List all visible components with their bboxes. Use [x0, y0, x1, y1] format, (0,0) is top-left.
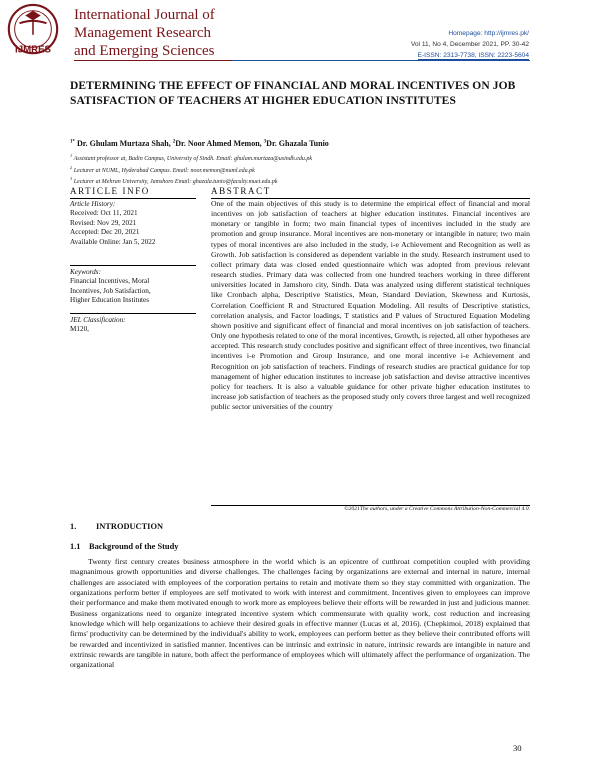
page-number: 30 — [513, 743, 522, 753]
author-number: 1* — [70, 139, 75, 145]
keywords — [70, 265, 196, 306]
journal-logo — [4, 2, 62, 60]
journal-underline — [74, 60, 232, 61]
article-info-heading: ARTICLE INFO — [70, 186, 196, 199]
keywords-line: Higher Education Institutes — [70, 296, 150, 305]
author-name: Dr. Ghazala Tunio — [266, 139, 329, 148]
history-item: Received: Oct 11, 2021 — [70, 209, 138, 218]
author-number: 2 — [172, 139, 176, 145]
author-name: Dr. Noor Ahmed Memon, — [175, 139, 262, 148]
subsection-number: 1.1 — [70, 542, 81, 551]
journal-name-line: International Journal of — [74, 7, 215, 23]
volume-info: Vol 11, No 4, December 2021, PP. 30-42 — [410, 41, 529, 48]
homepage-link[interactable]: Homepage: http://ijmres.pk/ — [448, 30, 529, 37]
journal-meta — [411, 28, 529, 61]
article-history — [70, 200, 200, 247]
section-title: INTRODUCTION — [96, 522, 164, 531]
keywords-line: Incentives, Job Satisfaction, — [70, 286, 151, 295]
history-item: Accepted: Dec 20, 2021 — [70, 228, 140, 237]
affiliation-text: Lecturer at NUML, Hyderabad Campus. Email: noor.memon@numl.edu.pk — [73, 167, 255, 174]
svg-text:IJMRES: IJMRES — [15, 44, 51, 56]
keywords-line: Financial Incentives, Moral — [70, 277, 150, 286]
subsection-heading — [70, 542, 178, 551]
affiliation-number: 1 — [70, 153, 73, 158]
journal-name-line: Management Research — [74, 25, 212, 41]
jel-value: M120, — [70, 325, 89, 334]
section-heading — [70, 522, 163, 531]
journal-name — [74, 6, 215, 60]
abstract-text: One of the main objectives of this study is to determine the empirical effect of financial and moral incentives on job satisfaction of teachers at higher education institutes. Financial incentives are monetary or tangible in form; two main financial types of incentives included in the study are promotion and group insurance. Moral incentives are non-monetary or intangible in nature; two main types of moral incentives are also included in the study, i-e Achievement and Recognition as well as Growth. Job satisfaction is considered as dependent variable in the study. Research instrument used to collect primary data was closed ended questionnaire which was adopted from previous relevant research studies. Primary data was collected from one hundred teachers working in three different universities located in Jamshoro city, Sindh. Data was analyzed using different statistical techniques like Cronbach alpha, Descriptive Statistics, Mean, Standard Deviation, Skewness and Kurtosis, Correlation Coefficient R and Structured Equation Modeling. All results of Descriptive statistics, correlation analysis, and Factor loadings, T statistics and P values of Structured Equation Modeling shown positive and significant effect of financial and moral incentives on job satisfaction of teachers. Only one hypothesis related to one of the moral incentives, Growth, is rejected, all other hypotheses are accepted. This research study concludes positive and significant effect of three incentives, two financial incentives i-e Promotion and Group Insurance, and one moral incentive i-e Achievement and Recognition on job satisfaction of teachers. Findings of research studies are practical guidance for top management of higher education institutes to increase job satisfaction and devise attractive incentives policy for teachers. It is also a valuable guidance for other private higher education institutes to increase job satisfaction of teachers as the proposed study only covers three largest and well recognized public sector universities of the country — [211, 199, 530, 412]
history-item: Revised: Nov 29, 2021 — [70, 218, 137, 227]
jel-classification — [70, 313, 196, 335]
issn-info: E-ISSN: 2313-7738, ISSN: 2223-5604 — [417, 52, 529, 59]
body-paragraph: Twenty first century creates business atmosphere in the world which is an epicentre of cutthroat competition coupled with providing magnanimous growth opportunities and diverse challenges. The challenges facing by organizations are external and internal in nature, internal challenges are associated with employees of the corporation pertains to retain and motivate them so they stay committed with organization. The organizations perform better if employees are self motivated to work with interest and commitment. Incentives given to employees can improve their performance and make them motivated enough to work more as employees believe their efforts will be rewarded in just and judicious manner. Business organizations need to organize integrated incentive system which commensurate with quality work, cost reduction and increasing knowledge which will help organizations to achieve their desired goals in effective manner (Lucas et al, 2016). (Chepkimoi, 2018) explained that firms' productivity can be determined by the individual's ability to work, employees can perform better as they believe their contributed efforts will be rewarded and incentivized in satisfied manner. Incentives can be intrinsic and extrinsic in nature, intrinsic rewards are intangible in nature and extrinsic rewards are tangible in nature, both affect the performance of employees which will ultimately affect the performance of organization. The organizational — [70, 557, 530, 670]
author-name: Dr. Ghulam Murtaza Shah, — [77, 139, 171, 148]
header-divider — [232, 60, 530, 61]
keywords-label: Keywords: — [70, 268, 101, 276]
history-label: Article History: — [70, 200, 116, 208]
abstract-heading: ABSTRACT — [211, 186, 530, 199]
author-number: 3 — [263, 139, 267, 145]
copyright-notice: ©2021The authors, under a Creative Commons Attribution-Non-Commercial 4.0. — [344, 506, 530, 512]
jel-label: JEL Classification: — [70, 316, 126, 324]
affiliation-text: Lecturer at Mehran University, Jamshoro Email: ghazala.tunio@faculty.muet.edu.pk — [73, 179, 278, 186]
affiliation-number: 3 — [70, 176, 73, 182]
affiliation-text: Assistant professor at, Badin Campus, University of Sindh. Email: ghulam.murtaza@usindh.edu.pk — [73, 156, 313, 162]
affiliation-line — [70, 152, 312, 164]
paper-title: DETERMINING THE EFFECT OF FINANCIAL AND MORAL INCENTIVES ON JOB SATISFACTION OF TEACHERS AT HIGHER EDUCATION INSTITUTES — [70, 80, 516, 107]
subsection-title: Background of the Study — [89, 542, 179, 551]
journal-name-line: and Emerging Sciences — [74, 43, 215, 59]
section-number: 1. — [70, 522, 77, 531]
affiliation-number: 2 — [70, 164, 73, 170]
affiliations — [70, 152, 312, 187]
author-list — [70, 139, 329, 148]
affiliation-line — [70, 164, 312, 176]
history-item: Available Online: Jan 5, 2022 — [70, 237, 156, 246]
